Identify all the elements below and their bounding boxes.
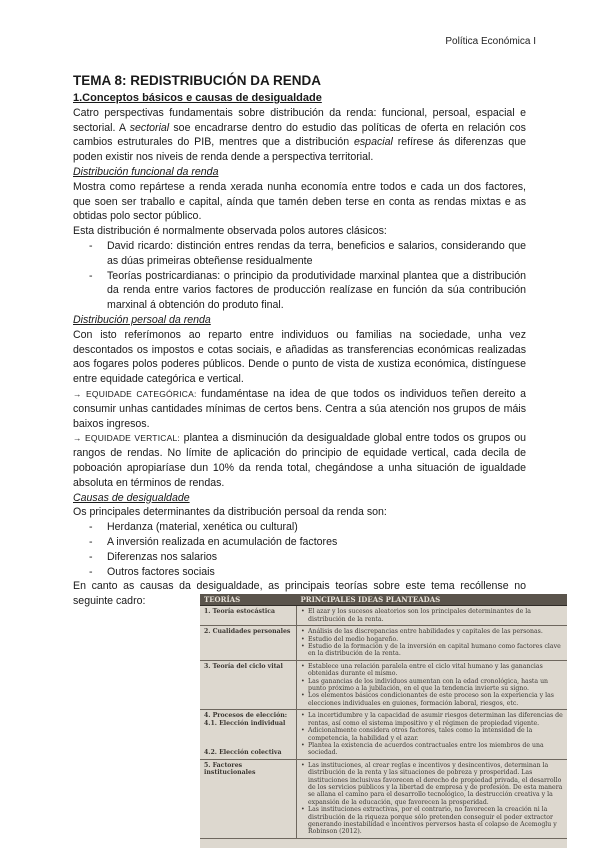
idea-item: • Adicionalmente considera otros factores, tales como la intensidad de la competencia, la habilidad y el azar. xyxy=(301,727,563,742)
theories-table-image xyxy=(200,594,567,848)
theory-cell: 5. Factores institucionales xyxy=(200,759,297,838)
idea-item: • Análisis de las discrepancias entre habilidades y capitales de las personas. xyxy=(301,628,563,635)
list-item: - Diferenzas nos salarios xyxy=(73,550,526,565)
causas-paragraph: Os principales determinantes da distribución persoal da renda son: xyxy=(73,506,387,519)
persoal-paragraph: Con isto referímonos ao reparto entre individuos ou familias na sociedade, unha vez descontados os impostos e cotas sociais, e añadidas as transferencias económicas realizadas aos fogares polos poderes públicos. Dende o punto de vista de xustiza económica, distínguese entre equidade categórica e vertical. xyxy=(73,328,526,386)
funcional-list xyxy=(73,239,526,313)
table-row xyxy=(200,660,567,709)
list-item: - A inversión realizada en acumulación de factores xyxy=(73,535,526,550)
funcional-paragraph-2: Esta distribución é normalmente observada polos autores clásicos: xyxy=(73,225,387,238)
theories-table xyxy=(200,594,567,839)
funcional-paragraph: Mostra como repártese a renda xerada nunha economía entre todos e cada un dos factores, que soen ser traballo e capital, aínda que tamén deben terse en conta as rendas mixtas e as obtidas polo sector público. xyxy=(73,180,526,223)
idea-item: • Estudio de la formación y de la inversión en capital humano como factores clave en la distribución de la renta. xyxy=(301,643,563,658)
idea-item: • Las ganancias de los individuos aumentan con la edad cronológica, hasta un punto próximo a la jubilación, en el que la tendencia invierte su signo. xyxy=(301,678,563,693)
list-item: - Outros factores sociais xyxy=(73,565,526,580)
list-item: - Herdanza (material, xenética ou cultural) xyxy=(73,520,526,535)
table-header-ideas: PRINCIPALES IDEAS PLANTEADAS xyxy=(297,594,568,606)
theory-cell: 3. Teoría del ciclo vital xyxy=(200,660,297,709)
table-row xyxy=(200,606,567,626)
equidade-vertical: → EQUIDADE VERTICAL: plantea a disminución da desigualdade global entre todos os grupos ou rangos de rendas. No límite de aplicación do principio de equidade vertical, cada decila de poboación apropiaríase dun 10% da renda total, chegándose a unha situación de igualdade absoluta en términos de rendas. xyxy=(73,432,526,489)
table-row xyxy=(200,759,567,838)
subheading-persoal: Distribución persoal da renda xyxy=(73,313,211,326)
idea-item: • La incertidumbre y la capacidad de asumir riesgos determinan las diferencias de rentas, así como el sistema impositivo y el régimen de propiedad vigente. xyxy=(301,712,563,727)
section-heading-concepts: 1.Conceptos básicos e causas de desigualdade xyxy=(73,92,322,104)
idea-item: • Las instituciones extractivas, por el contrario, no favorecen la creación ni la distribución de la riqueza porque sólo pretenden conseguir el poder extractor generando inestabilidad e incentivos perversos hasta el colapso de Acemoglu y Robinson (2012). xyxy=(301,806,563,836)
subheading-funcional: Distribución funcional da renda xyxy=(73,165,219,178)
table-row xyxy=(200,710,567,759)
subheading-causas: Causas de desigualdade xyxy=(73,491,190,504)
idea-item: • El azar y los sucesos aleatorios son los principales determinantes de la distribución de la renta. xyxy=(301,608,563,623)
list-item: - David ricardo: distinción entres rendas da terra, beneficios e salarios, considerando que as dúas primeiras obteñense residualmente xyxy=(73,239,526,269)
ideas-cell xyxy=(297,606,568,626)
theory-cell: 4. Procesos de elección: 4.1. Elección individual 4.2. Elección colectiva xyxy=(200,710,297,759)
ideas-cell xyxy=(297,710,568,759)
intro-paragraph: Catro perspectivas fundamentais sobre distribución da renda: funcional, persoal, espacial e sectorial. A sectorial soe encadrarse dentro do estudio das políticas de oferta en relación cos cambios estruturales do PIB, mentres que a distribución espacial refírese ás diferenzas que poden existir nos niveis de renda dende a perspectiva territorial. xyxy=(73,106,526,164)
document-title: TEMA 8: REDISTRIBUCIÓN DA RENDA xyxy=(73,73,322,88)
theory-cell: 2. Cualidades personales xyxy=(200,626,297,661)
ideas-cell xyxy=(297,759,568,838)
theory-cell: 1. Teoría estocástica xyxy=(200,606,297,626)
table-row xyxy=(200,626,567,661)
ideas-cell xyxy=(297,660,568,709)
table-header-theories: TEORÍAS xyxy=(200,594,297,606)
idea-item: • Establece una relación paralela entre el ciclo vital humano y las ganancias obtenidas durante el mismo. xyxy=(301,663,563,678)
causas-paragraph-2: En canto as causas da desigualdade, as principais teorías sobre este tema recóllense no seguinte cadro: xyxy=(73,580,526,608)
causas-list xyxy=(73,520,526,579)
list-item: - Teorías postricardianas: o principio da produtividade marxinal plantea que a distribución da renda entre varios factores de producción realízase en función da súa contribución marxinal á obtención do produto final. xyxy=(73,269,526,313)
ideas-cell xyxy=(297,626,568,661)
idea-item: • Estudio del medio hogareño. xyxy=(301,636,563,643)
equidade-categorica: → EQUIDADE CATEGÓRICA: fundaméntase na idea de que todos os individuos teñen dereito a consumir unhas cantidades mínimas de certos bens. Centra a súa atención nos grupos de máis baixos ingresos. xyxy=(73,387,526,430)
idea-item: • Plantea la existencia de acuerdos contractuales entre los miembros de una sociedad. xyxy=(301,742,563,757)
page-header: Política Económica I xyxy=(445,36,536,47)
idea-item: • Los elementos básicos condicionantes de este proceso son la experiencia y las elecciones individuales en guiones, formación laboral, riesgos, etc. xyxy=(301,692,563,707)
document-body xyxy=(73,72,526,609)
idea-item: • Las instituciones, al crear reglas e incentivos y desincentivos, determinan la distribución de la renta y las situaciones de pobreza y prosperidad. Las instituciones inclusivas favorecen el derecho de propiedad privada, el desarrollo de los servicios públicos y la libertad de empresa y de profesión. De esta manera se allana el camino para el desarrollo tecnológico, la destrucción creativa y la expansión de la educación, que favorecen la prosperidad. xyxy=(301,762,563,806)
